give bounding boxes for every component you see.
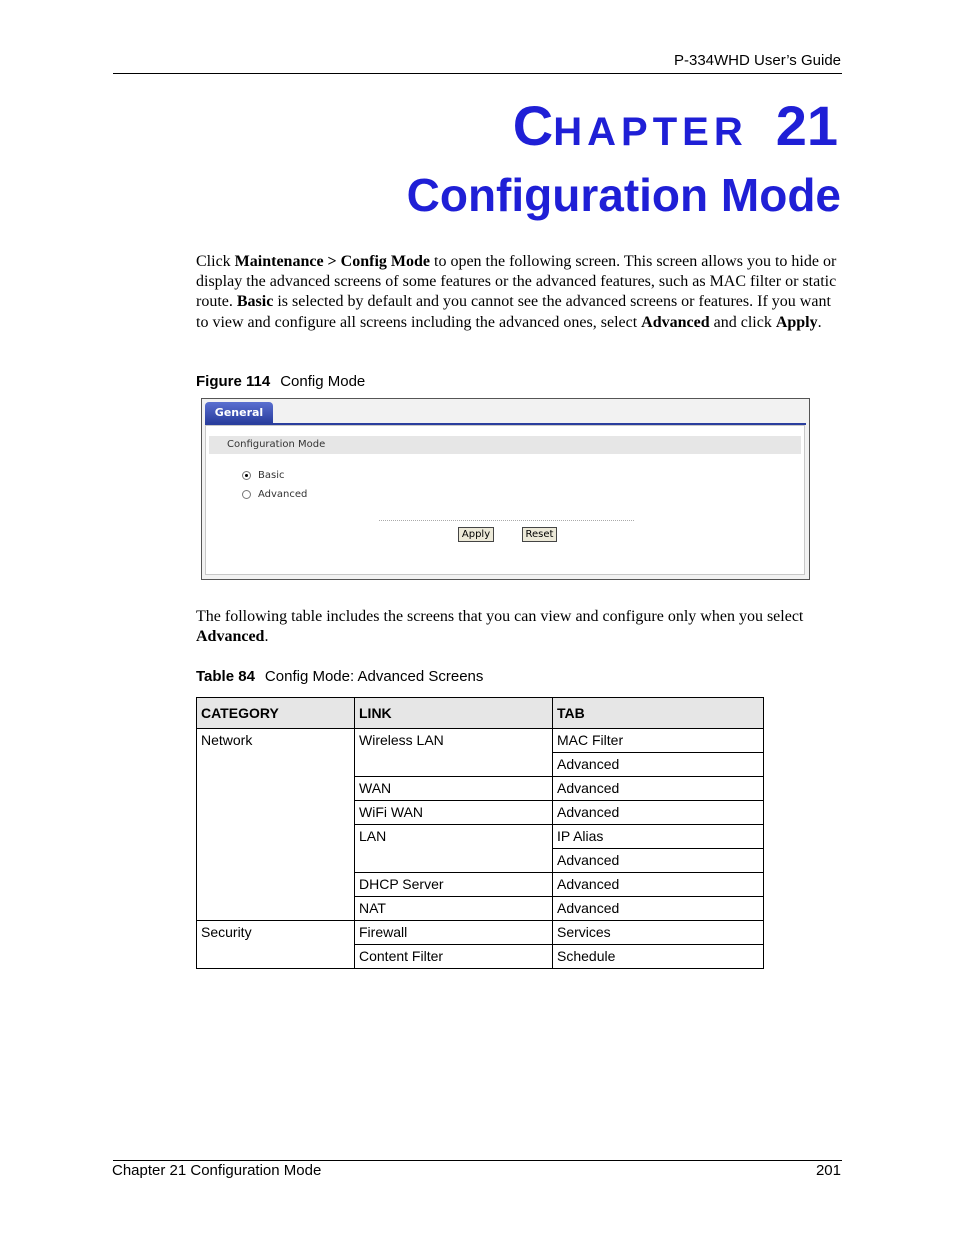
header-category: CATEGORY (197, 698, 355, 729)
table-cell: Advanced (553, 801, 764, 825)
chapter-initial: C (512, 94, 554, 157)
chapter-heading (512, 94, 838, 157)
config-panel (205, 425, 805, 575)
intro-paragraph: Click Maintenance > Config Mode to open the following screen. This screen allows you to hide or display the advanced screens of some features or the advanced features, such as MAC filter or static route. Basic is selected by default and you cannot see the advanced screens or features. If you want to view and configure all screens including the advanced ones, select Advanced and click Apply. (196, 253, 837, 331)
option-basic[interactable] (242, 470, 284, 481)
table-cell: Firewall (355, 921, 553, 945)
header-link: LINK (355, 698, 553, 729)
table-cell: NAT (355, 897, 553, 921)
table-header-row (197, 698, 764, 729)
table-cell: Advanced (553, 873, 764, 897)
table-cell: IP Alias (553, 825, 764, 849)
reset-button[interactable]: Reset (522, 527, 557, 542)
header-tab: TAB (553, 698, 764, 729)
dotted-divider (379, 520, 634, 521)
table-row (197, 921, 764, 945)
chapter-number: 21 (775, 94, 838, 157)
table-cell: LAN (355, 825, 553, 873)
footer-rule (113, 1160, 842, 1161)
table-cell: Content Filter (355, 945, 553, 969)
table-cell: Advanced (553, 753, 764, 777)
table-cell: Services (553, 921, 764, 945)
apply-button[interactable]: Apply (458, 527, 494, 542)
table-cell: WAN (355, 777, 553, 801)
tab-general[interactable]: General (205, 402, 273, 423)
table-row (197, 729, 764, 753)
option-advanced-label: Advanced (258, 489, 308, 500)
section-title: Configuration Mode (209, 436, 801, 454)
chapter-title: Configuration Mode (406, 169, 841, 221)
header-rule (113, 73, 842, 74)
table-cell: Wireless LAN (355, 729, 553, 777)
option-advanced[interactable] (242, 489, 307, 500)
option-basic-label: Basic (258, 470, 285, 481)
table-cell: Security (197, 921, 355, 969)
table-cell: Advanced (553, 777, 764, 801)
page-number: 201 (815, 1162, 841, 1179)
table-cell: DHCP Server (355, 873, 553, 897)
table-cell: Advanced (553, 849, 764, 873)
radio-basic[interactable] (242, 471, 251, 480)
radio-advanced[interactable] (242, 490, 251, 499)
table-cell: WiFi WAN (355, 801, 553, 825)
figure-caption: Figure 114 Config Mode (196, 373, 366, 390)
followup-paragraph: The following table includes the screens that you can view and configure only when you select Advanced. (196, 608, 804, 646)
table-caption: Table 84 Config Mode: Advanced Screens (196, 668, 484, 685)
table-cell: Network (197, 729, 355, 921)
table-cell: MAC Filter (553, 729, 764, 753)
footer-chapter: Chapter 21 Configuration Mode (112, 1162, 322, 1179)
table-cell: Advanced (553, 897, 764, 921)
table-cell: Schedule (553, 945, 764, 969)
config-mode-screenshot (201, 398, 810, 580)
guide-title: P-334WHD User’s Guide (674, 52, 841, 69)
chapter-word: HAPTER (553, 110, 748, 154)
advanced-screens-table (196, 697, 764, 969)
